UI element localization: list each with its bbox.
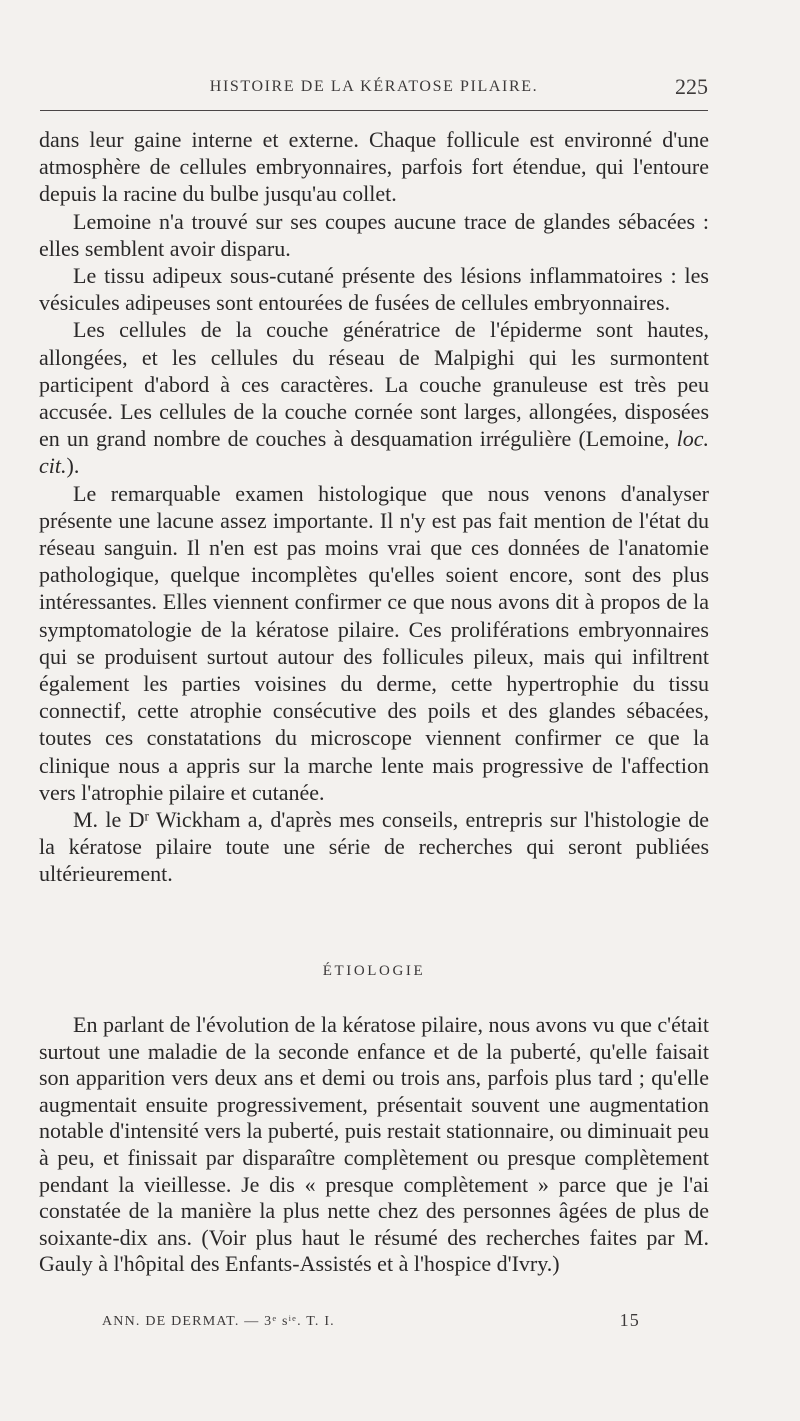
body-text [39, 126, 709, 888]
superscript: e [272, 1313, 278, 1323]
running-head [40, 74, 708, 104]
footer [40, 1310, 708, 1334]
paragraph [39, 316, 709, 479]
page-number: 225 [675, 74, 708, 99]
printer-signature [102, 1314, 335, 1330]
paragraph: Le tissu adipeux sous-cutané présente des lésions inflammatoires : les vésicules adipeuses sont entourées de fusées de cellules embryonnaires. [39, 263, 709, 316]
superscript: ie [288, 1313, 298, 1323]
paragraph-text: ). [66, 453, 80, 479]
paragraph: En parlant de l'évolution de la kératose pilaire, nous avons vu que c'était surtout une maladie de la seconde enfance et de la puberté, qu'elle faisait son apparition vers deux ans et demi ou trois ans, parfois plus tard ; qu'elle augmentait ensuite progressivement, présentait souvent une augmentation notable d'intensité vers la puberté, puis restait stationnaire, ou diminuait peu à peu, et finissait par disparaître complètement ou presque complètement pendant la vieillesse. Je dis « presque complètement » parce que je l'ai constatée de la manière la plus nette chez des personnes âgées de plus de soixante-dix ans. (Voir plus haut le résumé des recherches faites par M. Gauly à l'hôpital des Enfants-Assistés et à l'hospice d'Ivry.) [39, 1012, 709, 1277]
section-heading: ÉTIOLOGIE [322, 963, 426, 979]
signature-text: ANN. DE DERMAT. — 3 [102, 1314, 273, 1329]
paragraph [39, 806, 709, 888]
paragraph: Le remarquable examen histologique que nous venons d'analyser présente une lacune assez importante. Il n'y est pas fait mention de l'état du réseau sanguin. Il n'en est pas moins vrai que ces données de l'anatomie pathologique, quelque incomplètes qu'elles soient encore, sont des plus intéressantes. Elles viennent confirmer ce que nous avons dit à propos de la symptomatologie de la kératose pilaire. Ces proliférations embryonnaires qui se produisent surtout autour des follicules pileux, mais qui infiltrent également les parties voisines du derme, cette hypertrophie du tissu connectif, cette atrophie consécutive des poils et des glandes sébacées, toutes ces constatations du microscope viennent confirmer ce que la clinique nous a appris sur la marche lente mais progressive de l'affection vers l'atrophie pilaire et cutanée. [39, 480, 709, 805]
paragraph-text: M. le D [73, 807, 145, 833]
paragraph-text: Les cellules de la couche génératrice de l'épiderme sont hautes, allongées, et les cellules du réseau de Malpighi qui les surmontent participent d'abord à ces caractères. La couche granuleuse est très peu accusée. Les cellules de la couche cornée sont larges, allongées, disposées en un grand nombre de couches à desquamation irrégulière (Lemoine, [39, 317, 709, 452]
section-body [39, 1012, 709, 1278]
signature-number: 15 [619, 1310, 640, 1330]
running-title: HISTOIRE DE LA KÉRATOSE PILAIRE. [209, 78, 539, 95]
paragraph-text: Wickham a, d'après mes conseils, entrepris sur l'histologie de la kératose pilaire toute une série de recherches qui seront publiées ultérieurement. [39, 807, 709, 887]
citation: loc. cit. [39, 426, 709, 479]
paragraph: Lemoine n'a trouvé sur ses coupes aucune trace de glandes sébacées : elles semblent avoir disparu. [39, 208, 709, 261]
header-rule [40, 110, 708, 111]
paragraph: dans leur gaine interne et externe. Chaque follicule est environné d'une atmosphère de cellules embryonnaires, parfois fort étendue, qui l'entoure depuis la racine du bulbe jusqu'au collet. [39, 127, 709, 207]
superscript: r [144, 808, 149, 824]
signature-text: s [277, 1314, 289, 1329]
signature-text: . T. I. [297, 1314, 335, 1329]
